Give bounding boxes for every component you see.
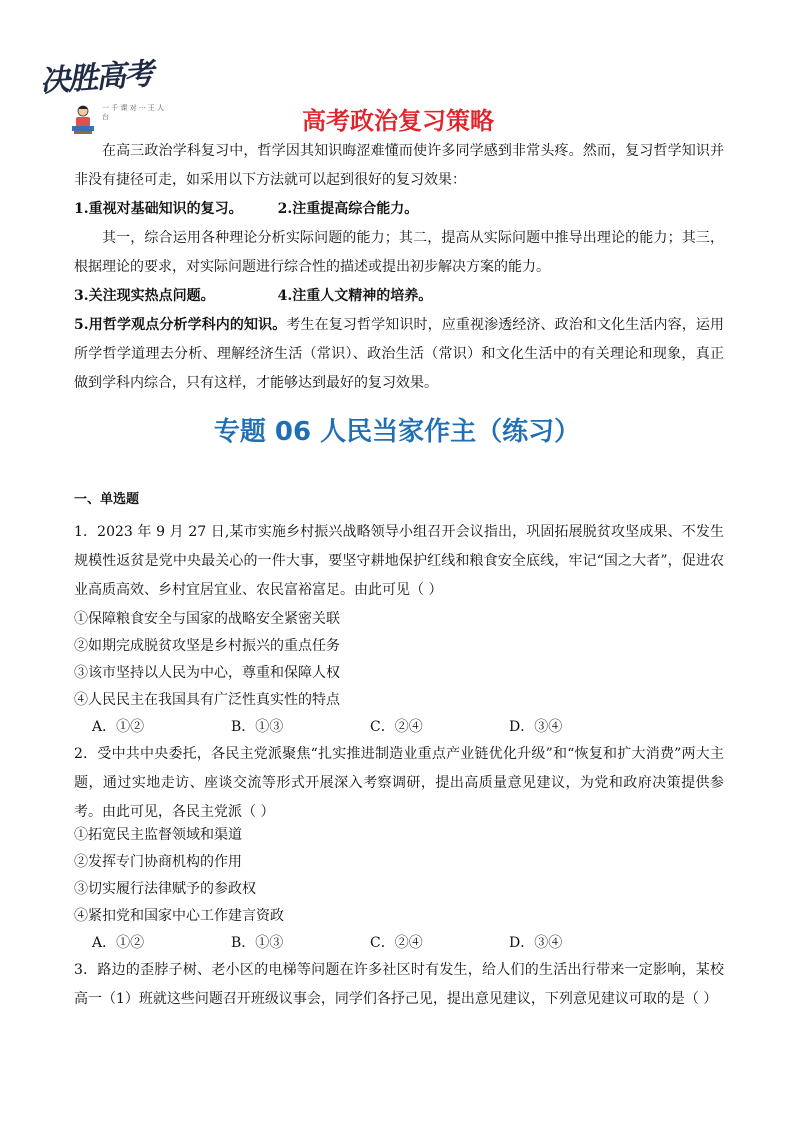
question-2-options xyxy=(92,929,648,958)
question-1-item-4: ④人民民主在我国具有广泛性真实性的特点 xyxy=(74,692,340,708)
question-2-item-1: ①拓宽民主监督领域和渠道 xyxy=(74,827,242,843)
question-2-stem: 2．受中共中央委托，各民主党派聚焦“扎实推进制造业重点产业链优化升级”和“恢复和扩大消费”两大主题，通过实地走访、座谈交流等形式开展深入考察调研，提出高质量意见建议，为党和政府决策提供参考。由此可见，各民主党派（ ） xyxy=(74,746,724,820)
question-2-item-4: ④紧扣党和国家中心工作建言资政 xyxy=(74,908,284,924)
question-3-stem: 3．路边的歪脖子树、老小区的电梯等问题在许多社区时有发生，给人们的生活出行带来一定影响，某校高一（1）班就这些问题召开班级议事会，同学们各抒己见，提出意见建议，下列意见建议可取的是（ ） xyxy=(74,962,724,1007)
option-c[interactable]: C．②④ xyxy=(370,935,423,951)
option-d[interactable]: D．③④ xyxy=(509,719,563,735)
option-b[interactable]: B．①③ xyxy=(231,719,284,735)
tip-3: 3.关注现实热点问题。 xyxy=(74,288,215,304)
tip-5-rest: 考生在复习哲学知识时，应重视渗透经济、政治和文化生活内容，运用所学哲学道理去分析、理解经济生活（常识）、政治生活（常识）和文化生活中的有关理论和现象，真正做到学科内综合，只有这样，才能够达到最好的复习效果。 xyxy=(74,317,724,391)
question-2-item-3: ③切实履行法律赋予的参政权 xyxy=(74,881,256,897)
tip-row-1 xyxy=(74,195,418,224)
option-a[interactable]: A．①② xyxy=(92,719,145,735)
question-1-item-2: ②如期完成脱贫攻坚是乡村振兴的重点任务 xyxy=(74,638,340,654)
question-1-options xyxy=(92,713,648,742)
option-c[interactable]: C．②④ xyxy=(370,719,423,735)
tip-5-paragraph xyxy=(74,311,724,398)
page-title: 高考政治复习策略 xyxy=(302,107,494,135)
tip-4: 4.注重人文精神的培养。 xyxy=(277,288,433,304)
question-1-item-1: ①保障粮食安全与国家的战略安全紧密关联 xyxy=(74,611,340,627)
tip-1: 1.重视对基础知识的复习。 xyxy=(74,201,243,217)
question-1-item-3: ③该市坚持以人民为中心，尊重和保障人权 xyxy=(74,665,340,681)
section-heading: 一、单选题 xyxy=(74,492,140,507)
tip-2-detail: 其一，综合运用各种理论分析实际问题的能力；其二，提高从实际问题中推导出理论的能力；其三，根据理论的要求，对实际问题进行综合性的描述或提出初步解决方案的能力。 xyxy=(74,230,724,275)
tip-2: 2.注重提高综合能力。 xyxy=(277,201,419,217)
tip-5-bold: 5.用哲学观点分析学科内的知识。 xyxy=(74,317,287,333)
intro-paragraph: 在高三政治学科复习中，哲学因其知识晦涩难懂而使许多同学感到非常头疼。然而，复习哲学知识并非没有捷径可走，如采用以下方法就可以起到很好的复习效果： xyxy=(74,143,724,188)
question-2-item-2: ②发挥专门协商机构的作用 xyxy=(74,854,242,870)
option-d[interactable]: D．③④ xyxy=(509,935,563,951)
logo-subtitle: 一 千 课 对 ··· 王 人 台 xyxy=(102,104,165,121)
tip-row-2 xyxy=(74,282,432,311)
option-a[interactable]: A．①② xyxy=(92,935,145,951)
question-1-stem: 1．2023 年 9 月 27 日,某市实施乡村振兴战略领导小组召开会议指出，巩固拓展脱贫攻坚成果、不发生规模性返贫是党中央最关心的一件大事，要坚守耕地保护红线和粮食安全底线，牢记“国之大者”，促进农业高质高效、乡村宜居宜业、农民富裕富足。由此可见（ ） xyxy=(74,524,724,598)
logo-text: 决胜高考 xyxy=(38,56,154,100)
topic-title: 专题 06 人民当家作主（练习） xyxy=(213,417,581,447)
option-b[interactable]: B．①③ xyxy=(231,935,284,951)
